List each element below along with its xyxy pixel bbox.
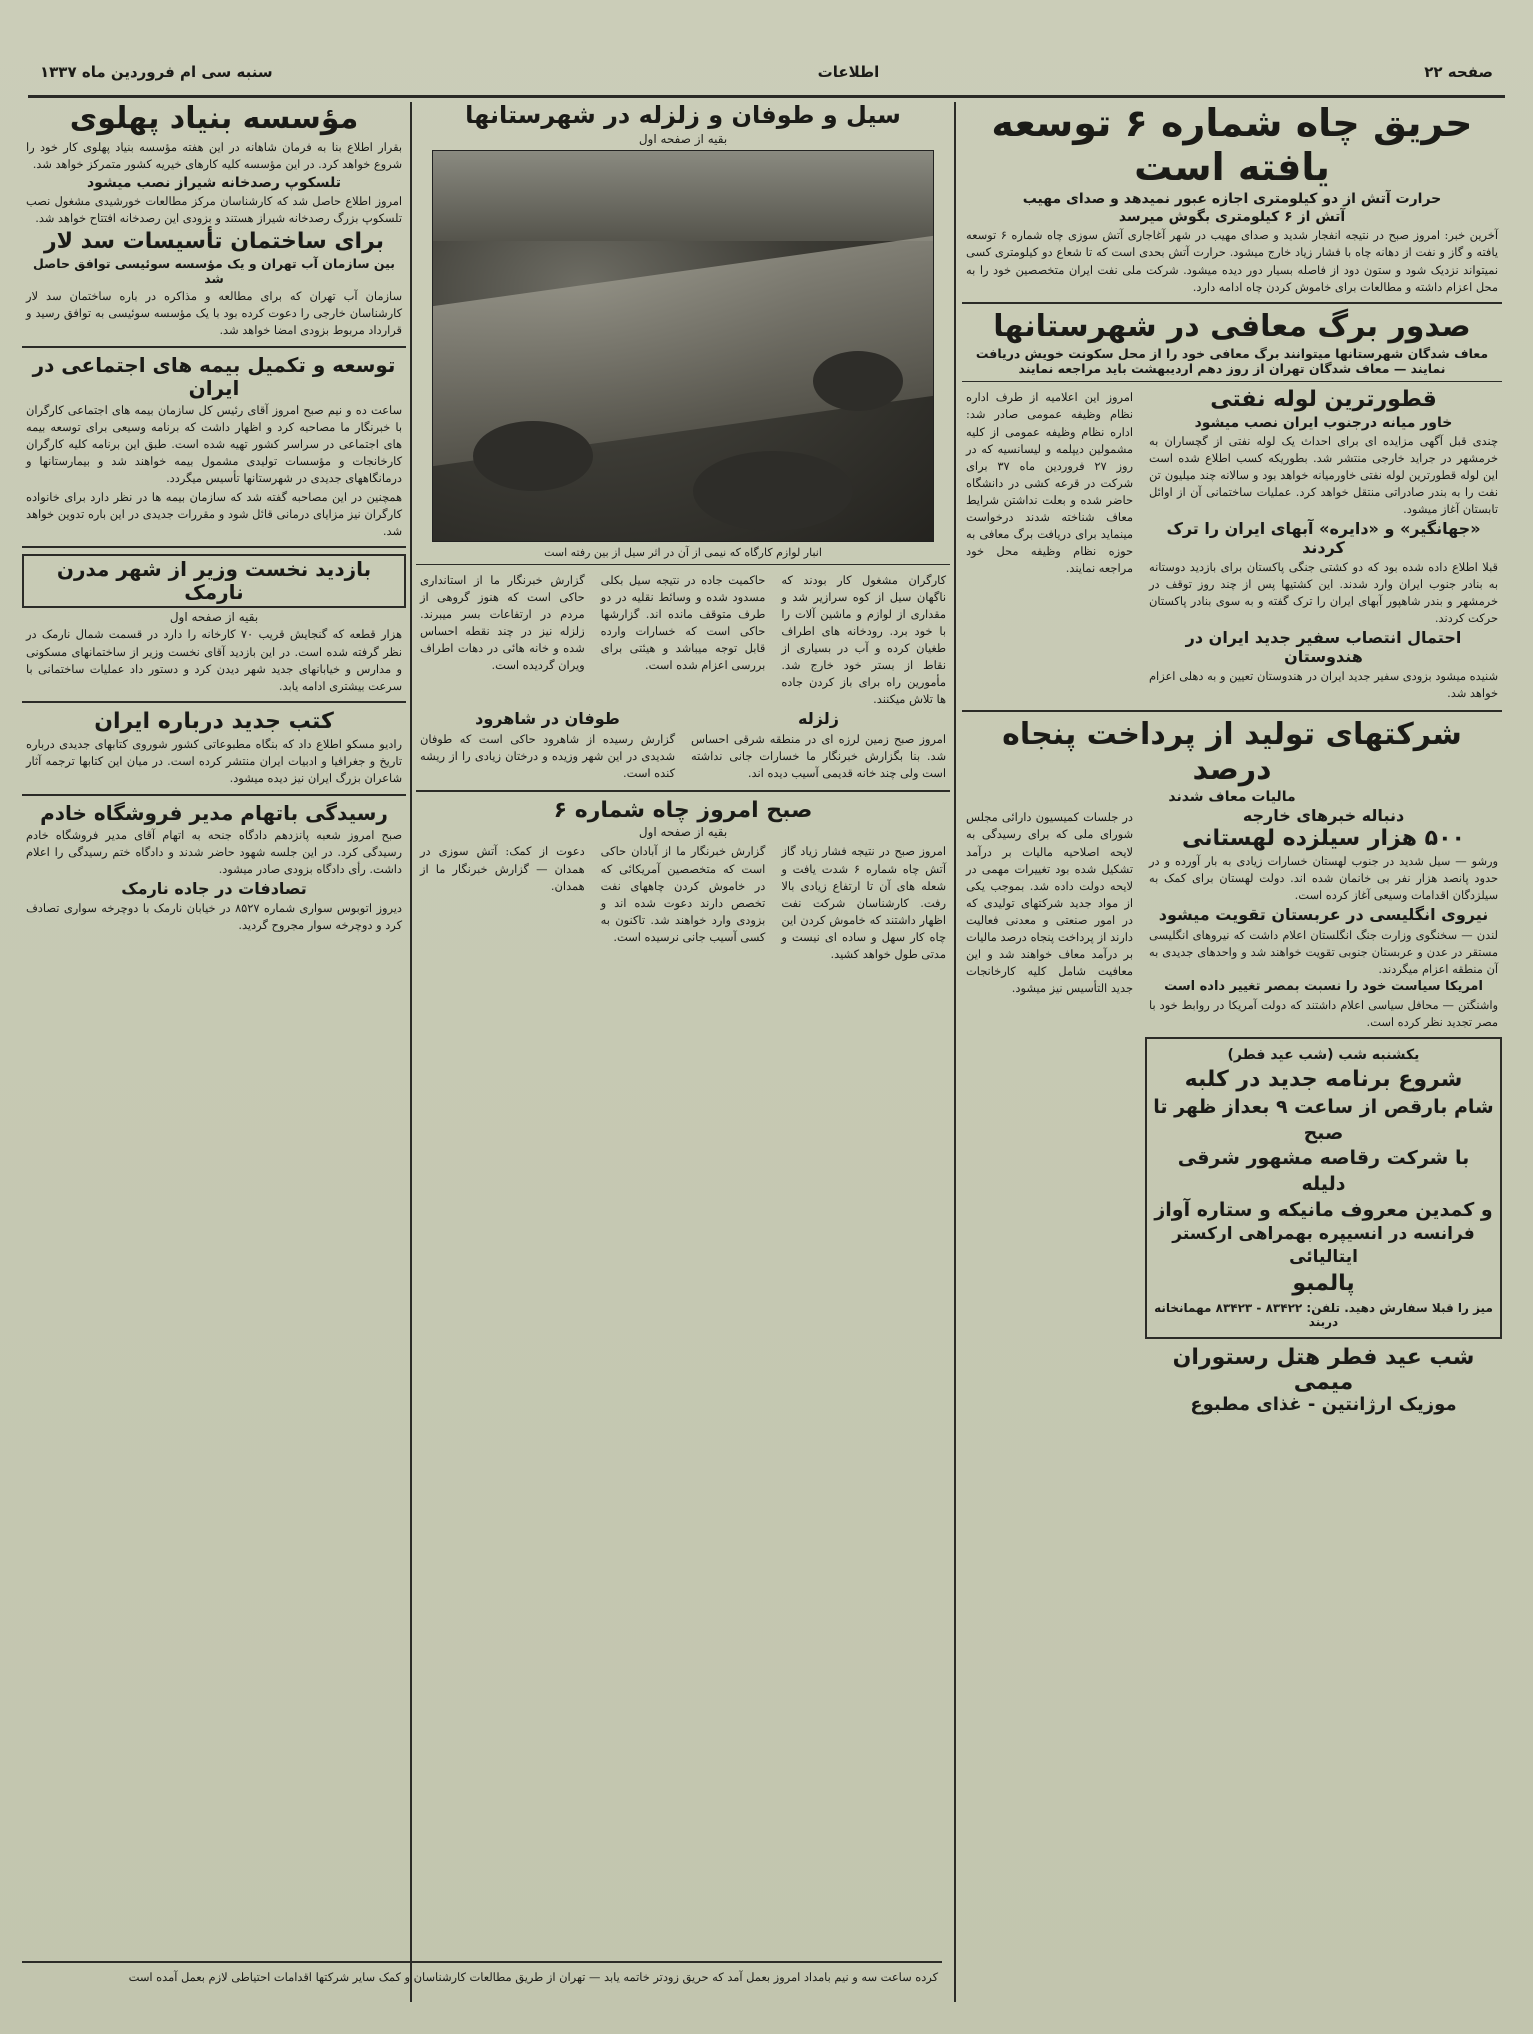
fire-subheadline: حرارت آتش از دو کیلومتری اجازه عبور نمیدهد و صدای مهیب [1022,191,1442,208]
divider [22,794,406,796]
ambassador-headline: احتمال انتصاب سفیر جدید ایران در هندوستان [1185,628,1462,666]
flood-headline: سیل و طوفان و زلزله در شهرستانها [465,102,901,129]
pipe-section [1145,387,1502,704]
minister-article: هزار قطعه که گنجایش قریب ۷۰ کارخانه را دارد در قسمت شمال نارمک در نظر گرفته شده است. در این بازدید آقای نخست وزیر از ساختمانهای مسکونی و مدارس و خیابانهای جدید شهر دیدن کرد و دستور داد عملیات ساختمانی با سرعت بیشتری ادامه یابد. [26,627,402,693]
middle-column [416,102,950,965]
two-column-block [962,387,1502,704]
storm-headline: طوفان در شاهرود [475,709,620,729]
well-article-2: گزارش خبرنگار ما از آبادان حاکی است که متخصصین آمریکائی که در خاموش کردن چاههای نفت تخصص دارند دعوت شده اند و بزودی وارد خواهند شد. تاکنون به کسی آسیب جانی نرسیده است. [600,844,766,945]
divider [22,546,406,548]
store-headline: رسیدگی باتهام مدیر فروشگاه خادم [40,800,388,825]
well-article-1: امروز صبح در نتیجه فشار زیاد گاز آتش چاه شماره ۶ شدت یافت و شعله های آن تا ارتفاع زیادی بالا رفت. کارشناسان شرکت نفت اظهار داشتند که خاموش کردن این چاه کار سهل و ساده ای نیست و مدتی طول خواهد کشید. [781,844,946,962]
fire-article: آخرین خبر: امروز صبح در نتیجه انفجار شدید و صدای مهیب در شهر آغاجاری آتش سوزی چاه شماره ۶ توسعه یافته و گاز و نفت از دهانه چاه با فشار زیاد خارج میشود. حرارت آتش بحدی است که تا شعاع دو کیلومتری کسی نمیتواند نزدیک شود و ستون دود از فاصله بسیار دور دیده میشود. شرکت ملی نفت ایران متخصصین خود را به محل اعزام داشته و مطالعات برای خاموش کردن چاه ادامه دارد. [966,228,1499,294]
well-article-3: دعوت از کمک: آتش سوزی در همدان — گزارش خبرنگار ما از همدان. [419,844,585,893]
divider [22,346,406,348]
divider [962,381,1502,382]
photo-caption: انبار لوازم کارگاه که نیمی از آن در اثر سیل از بین رفته است [544,545,822,559]
page-header [40,52,1493,92]
exemption-article: امروز این اعلامیه از طرف اداره نظام وظیفه عمومی صادر شد: اداره نظام وظیفه عمومی از کلیه مشمولین دیپلمه و لیسانسیه که در روز ۲۷ فروردین ماه ۳۷ برای شرکت در قرعه کشی در دانشگاه حاضر شده و بعلت نداشتن شرایط معاف شناخته شدند درخواست مینماید برای دریافت برگ معافی به حوزه نظام وظیفه محل خود مراجعه نمایند. [966,390,1133,576]
ad-heading: یکشنبه شب (شب عید فطر) [1227,1047,1420,1064]
store-article: صبح امروز شعبه پانزدهم دادگاه جنحه به اتهام آقای مدیر فروشگاه خادم رسیدگی کرد. در این جلسه شهود حاضر شدند و دادگاه ختم رسیدگی را اعلام داشت. رأی دادگاه بزودی صادر میشود. [26,827,402,876]
fire-headline: حریق چاه شماره ۶ توسعه یافته است [991,102,1473,189]
quake-headline: زلزله [798,709,839,729]
pipe-headline: قطورترین لوله نفتی [1210,387,1437,413]
minister-continued: بقیه از صفحه اول [169,610,259,625]
companies-article: در جلسات کمیسیون دارائی مجلس شورای ملی که برای رسیدگی به لایحه اصلاحیه مالیات بر درآمد تشکیل شده بود تغییرات مهمی در لایحه دولت داده شد. بموجب یکی از مواد جدید شرکتهای تولیدی که در امور صنعتی و معدنی فعالیت دارند از پرداخت پنجاه درصد مالیات بر درآمد معاف خواهند شد و این معافیت شامل کلیه کارخانجات جدید التأسیس نیز میشود. [966,810,1133,996]
flood-text-block [416,570,950,711]
storm-article: گزارش رسیده از شاهرود حاکی است که طوفان شدیدی در این شهر وزیده و درختان زیادی را از ریشه کنده است. [420,731,675,781]
companies-section [962,807,1137,1416]
poles-article: ورشو — سیل شدید در جنوب لهستان خسارات زیادی به بار آورده و در حدود پانصد هزار نفر بی خانمان شده اند. دولت لهستان برای کمک به سیلزدگان اقدامات وسیعی آغاز کرده است. [1149,854,1498,903]
right-column [962,102,1502,1416]
divider [416,790,950,792]
dam-headline: برای ساختمان تأسیسات سد لار [43,228,385,254]
divider [22,701,406,703]
two-column-block [962,807,1502,1416]
insurance-article: ساعت ده و نیم صبح امروز آقای رئیس کل سازمان بیمه های اجتماعی کارگران با خبرنگار ما مصاحبه کرد و اظهار داشت که برنامه وسیعی برای توسعه بیمه های اجتماعی در سراسر کشور تهیه شده است. طبق این برنامه کلیه کارگران کارخانجات و مؤسسات تولیدی مشمول بیمه خواهند شد و بیمارستانها و درمانگاههای جدیدی در شهرستانها تأسیس میگردد. [26,402,402,485]
telescope-article: امروز اطلاع حاصل شد که کارشناسان مرکز مطالعات خورشیدی مشغول نصب تلسکوپ بزرگ رصدخانه شیراز هستند و بزودی این رصدخانه افتتاح خواهد شد. [26,193,402,225]
insurance-article-2: همچنین در این مصاحبه گفته شد که سازمان بیمه ها در نظر دارد برای خانواده کارگران نیز مزایای درمانی قائل شود و مقررات جدیدی در این باره تدوین خواهد شد. [26,490,402,539]
pahlavi-article: بقرار اطلاع بنا به فرمان شاهانه در این هفته مؤسسه بنیاد پهلوی کار خود را شروع خواهد کرد. در این مؤسسه کلیه کارهای خیریه کشور متمرکز خواهد شد. [26,139,402,171]
left-column [22,102,406,936]
us-headline: امریکا سیاست خود را نسبت بمصر تغییر داده است [1164,979,1483,995]
quake-block [416,710,950,784]
flood-photo [432,150,934,542]
footer-text: کرده ساعت سه و نیم بامداد امروز بعمل آمد که حریق زودتر خاتمه یابد — تهران از طریق مطالعات کارشناسان و کمک سایر شرکتها اقدامات احتیاطی لازم بعمل آمده است [128,1970,938,1984]
ad-line: پالمبو [1292,1271,1355,1297]
flood-article-1: کارگران مشغول کار بودند که ناگهان سیل از کوه سرازیر شد و مقداری از لوازم و ماشین آلات را با خود برد. رودخانه های اطراف طغیان کرده و آب در بسیاری از نقاط از بستر خود خارج شد. مأمورین راه برای باز کردن جاده ها تلاش میکنند. [781,572,946,707]
pahlavi-headline: مؤسسه بنیاد پهلوی [69,102,359,136]
exemption-headline: صدور برگ معافی در شهرستانها [993,308,1471,344]
column-divider [410,102,412,2002]
fire-subheadline-2: آتش از ۶ کیلومتری بگوش میرسد [1118,209,1346,226]
flood-article-3: گزارش خبرنگار ما از استانداری حاکی است که هنوز گروهی از مردم در ارتفاعات بسر میبرند. زلزله نیز در چند نقطه احساس شده و خانه هائی در دهات اطراف ویران گردیده است. [419,572,585,673]
ad-line: با شرکت رقاصه مشهور شرقی دلیله [1177,1147,1470,1195]
foreign-news-headline: دنباله خبرهای خارجه [1242,806,1405,826]
telescope-subheadline: تلسکوپ رصدخانه شیراز نصب میشود [87,174,341,191]
nightclub-advertisement [1145,1037,1502,1338]
ad-line: و کمدین معروف مانیکه و ستاره آواز [1154,1198,1493,1221]
accident-headline: تصادفات در جاده نارمک [121,878,307,898]
pipe-subheadline: خاور میانه درجنوب ایران نصب میشود [1194,414,1453,431]
pipe-article: چندی قبل آگهی مزایده ای برای احداث یک لوله نفتی از گچساران به خرمشهر در جراید خارجی منتشر شد. بطوریکه کسب اطلاع شده است این لوله قطورترین لوله نفتی خاورمیانه خواهد بود و سالانه چند میلیون تن نفت را به بندر صادراتی منتقل خواهد کرد. عملیات ساختمانی آن از اوائل تابستان آغاز میشود. [1149,433,1498,517]
divider [962,302,1502,304]
jahangir-article: قبلا اطلاع داده شده بود که دو کشتی جنگی پاکستان برای بازدید دوستانه به بنادر جنوب ایران وارد شدند. این کشتیها پس از چند روز توقف در خرمشهر و بندر شاهپور آبهای ایران را ترک گفته و به سوی بنادر پاکستان حرکت کردند. [1149,559,1498,626]
flood-article-2: حاکمیت جاده در نتیجه سیل بکلی مسدود شده و وسائط نقلیه در دو طرف متوقف مانده اند. گزارشها حاکی است که خسارات وارده قابل توجه میباشد و هیئتی برای بررسی اعزام شده است. [600,572,766,673]
column-divider [954,102,956,2002]
companies-headline: شرکتهای تولید از پرداخت پنجاه درصد [1002,717,1462,787]
insurance-headline: توسعه و تکمیل بیمه های اجتماعی در ایران [32,352,396,400]
restaurant-headline: شب عید فطر هتل رستوران میمی [1172,1344,1475,1396]
minister-headline: بازدید نخست وزیر از شهر مدرن نارمک [56,557,372,605]
ambassador-article: شنیده میشود بزودی سفیر جدید ایران در هندوستان تعیین و به دهلی اعزام خواهد شد. [1149,669,1498,701]
exemption-section [962,387,1137,704]
well-text-block [416,841,950,965]
newspaper-name: اطلاعات [817,63,880,81]
poles-headline: ۵۰۰ هزار سیلزده لهستانی [1182,825,1465,851]
well-headline: صبح امروز چاه شماره ۶ [553,798,813,824]
quake-article: امروز صبح زمین لرزه ای در منطقه شرقی احساس شد. بنا بگزارش خبرنگار ما خسارات جانی نداشته است ولی چند خانه قدیمی آسیب دیده اند. [691,731,946,781]
us-article: واشنگتن — محافل سیاسی اعلام داشتند که دولت آمریکا در روابط خود با مصر تجدید نظر کرده است. [1149,998,1498,1030]
ad-phone: میز را قبلا سفارش دهید. تلفن: ۸۳۴۲۲ - ۸۳۴۲۳ مهمانخانه دربند [1154,1300,1493,1329]
page-number: صفحه ۲۲ [1424,63,1493,81]
jahangir-headline: «جهانگیر» و «دایره» آبهای ایران را ترک کردند [1166,519,1481,557]
ad-line: فرانسه در انسیپره بهمراهی ارکستر ایتالیائی [1172,1224,1475,1268]
books-headline: کتب جدید درباره ایران [94,708,334,734]
foreign-news-section [1145,807,1502,1416]
companies-subheadline: مالیات معاف شدند [1168,789,1296,806]
footer-note [22,1955,942,1988]
ad-line: شام بارقص از ساعت ۹ بعداز ظهر تا صبح [1153,1095,1494,1144]
divider [962,710,1502,712]
dam-article: سازمان آب تهران که برای مطالعه و مذاکره در باره ساختمان سد لار کارشناسان خارجی را دعوت کرده بود با یک مؤسسه سوئیسی به توافق رسید و قرارداد مربوط بزودی امضا خواهد شد. [26,289,402,338]
books-article: رادیو مسکو اطلاع داد که بنگاه مطبوعاتی کشور شوروی کتابهای جدیدی درباره تاریخ و جغرافیا و ادبیات ایران منتشر کرده است. در میان این کتابها ترجمه آثار شاعران بزرگ ایران نیز دیده میشود. [26,737,402,786]
ad-line: شروع برنامه جدید در کلبه [1184,1067,1463,1093]
flood-continued: بقیه از صفحه اول [638,131,728,146]
issue-date: سنبه سی ام فروردین ماه ۱۳۳۷ [40,63,273,81]
uk-article: لندن — سخنگوی وزارت جنگ انگلستان اعلام داشت که نیروهای انگلیسی مستقر در عدن و عربستان جنوبی تقویت خواهند شد و واحدهای جدیدی به آن منطقه اعزام میگردند. [1149,927,1498,976]
restaurant-subline: موزیک ارژانتین - غذای مطبوع [1190,1394,1457,1416]
exemption-subheadline: معاف شدگان شهرستانها میتوانند برگ معافی خود را از محل سکونت خویش دریافت نمایند — معاف شدگان تهران از روز دهم اردیبهشت باید مراجعه نمایند [975,346,1489,377]
header-rule [28,95,1505,98]
well-continued: بقیه از صفحه اول [638,825,728,840]
minister-headline-box [22,554,406,608]
uk-headline: نیروی انگلیسی در عربستان تقویت میشود [1158,905,1489,925]
divider [416,564,950,565]
accident-article: دیروز اتوبوس سواری شماره ۸۵۲۷ در خیابان نارمک با دوچرخه سواری تصادف کرد و دوچرخه سوار مجروح گردید. [26,901,402,933]
dam-subheadline: بین سازمان آب تهران و یک مؤسسه سوئیسی توافق حاصل شد [33,256,395,287]
